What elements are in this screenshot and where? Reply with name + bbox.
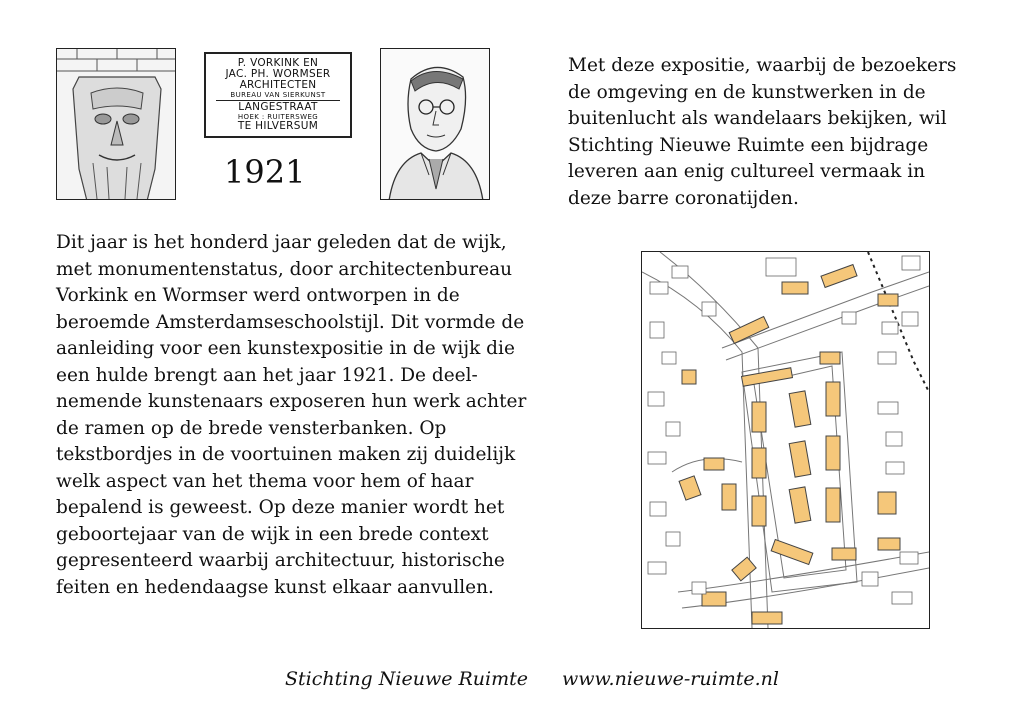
- map-highlighted-building: [826, 382, 840, 416]
- map-highlighted-building: [826, 436, 840, 470]
- body-line: welk aspect van het thema voor hem of haar: [56, 470, 474, 492]
- plaque-line-5: LANGESTRAAT: [238, 101, 318, 113]
- map-building: [650, 502, 666, 516]
- intro-line: Met deze expositie, waarbij de bezoekers: [568, 55, 957, 76]
- architect-portrait: [380, 48, 490, 200]
- map-building: [650, 322, 664, 338]
- map-highlighted-building: [832, 548, 856, 560]
- map-building: [666, 422, 680, 436]
- portrait-drawing: [381, 49, 490, 200]
- plaque-line-3: ARCHITECTEN: [239, 79, 317, 91]
- map-building: [882, 322, 898, 334]
- map-building: [862, 572, 878, 586]
- intro-paragraph: [568, 53, 956, 212]
- map-building: [666, 532, 680, 546]
- footer-organization: Stichting Nieuwe Ruimte: [285, 668, 529, 690]
- map-highlighted-building: [752, 496, 766, 526]
- map-highlighted-building: [878, 538, 900, 550]
- map-building: [648, 562, 666, 574]
- map-highlighted-building: [789, 391, 811, 427]
- body-paragraph: [56, 230, 526, 601]
- map-building: [662, 352, 676, 364]
- map-highlighted-building: [789, 441, 811, 477]
- map-building: [886, 462, 904, 474]
- intro-line: de omgeving en de kunstwerken in de: [568, 81, 926, 103]
- sculpture-drawing: [57, 49, 176, 200]
- map-building: [886, 432, 902, 446]
- map-building: [902, 256, 920, 270]
- map-building: [878, 352, 896, 364]
- map-highlighted-building: [752, 612, 782, 624]
- body-line: tekstbordjes in de voortuinen maken zij duidelijk: [56, 444, 516, 465]
- plaque-line-1: P. VORKINK EN: [237, 57, 319, 69]
- body-line: geboortejaar van de wijk in een brede context: [56, 523, 489, 545]
- intro-line: leveren aan enig cultureel vermaak in: [568, 161, 926, 182]
- map-highlighted-building: [752, 402, 766, 432]
- map-highlighted-building: [782, 282, 808, 294]
- neighborhood-map: [641, 251, 930, 629]
- intro-line: deze barre coronatijden.: [568, 187, 799, 209]
- map-highlighted-building: [789, 487, 811, 523]
- map-drawing: [642, 252, 929, 628]
- body-line: gepresenteerd waarbij architectuur, historische: [56, 550, 505, 571]
- map-highlighted-building: [722, 484, 736, 510]
- body-line: Vorkink en Wormser werd ontworpen in de: [56, 285, 460, 306]
- map-highlighted-building: [729, 317, 769, 344]
- map-highlighted-building: [821, 265, 857, 288]
- map-highlighted-building: [826, 488, 840, 522]
- plaque-line-4: BUREAU VAN SIERKUNST: [230, 91, 326, 99]
- map-highlighted-building: [732, 557, 756, 581]
- architect-plaque: [204, 52, 352, 138]
- body-line: een hulde brengt aan het jaar 1921. De deel-: [56, 364, 478, 386]
- map-building: [692, 582, 706, 594]
- map-building: [702, 302, 716, 316]
- map-building: [878, 402, 898, 414]
- map-building: [766, 258, 796, 276]
- body-line: Dit jaar is het honderd jaar geleden dat de wijk,: [56, 232, 507, 253]
- map-building: [672, 266, 688, 278]
- intro-line: Stichting Nieuwe Ruimte een bijdrage: [568, 134, 929, 156]
- body-line: met monumentenstatus, door architectenbureau: [56, 258, 513, 280]
- map-highlighted-building: [752, 448, 766, 478]
- map-highlighted-building: [820, 352, 840, 364]
- plaque-line-7: TE HILVERSUM: [237, 120, 319, 132]
- map-building: [648, 452, 666, 464]
- map-highlighted-building: [682, 370, 696, 384]
- body-line: de ramen op de brede vensterbanken. Op: [56, 417, 447, 439]
- map-building: [900, 552, 918, 564]
- plaque-line-2: JAC. PH. WORMSER: [225, 68, 331, 80]
- body-line: aanleiding voor een kunstexpositie in de wijk die: [56, 338, 515, 359]
- map-highlighted-building: [878, 492, 896, 514]
- map-highlighted-building: [878, 294, 898, 306]
- body-line: bepalend is geweest. Op deze manier wordt het: [56, 497, 505, 518]
- body-line: nemende kunstenaars exposeren hun werk achter: [56, 391, 527, 412]
- sculpture-photo: [56, 48, 176, 200]
- map-building: [902, 312, 918, 326]
- map-highlighted-building: [771, 540, 813, 565]
- map-highlighted-building: [704, 458, 724, 470]
- footer-website[interactable]: www.nieuwe-ruimte.nl: [562, 668, 779, 690]
- map-building: [648, 392, 664, 406]
- map-highlighted-building: [679, 476, 701, 500]
- plaque-line-6: HOEK : RUITERSWEG: [237, 113, 319, 121]
- map-building: [892, 592, 912, 604]
- map-building: [842, 312, 856, 324]
- year-label: 1921: [224, 153, 306, 191]
- body-line: feiten en hedendaagse kunst elkaar aanvullen.: [56, 576, 494, 598]
- intro-line: buitenlucht als wandelaars bekijken, wil: [568, 108, 947, 129]
- body-line: beroemde Amsterdamseschoolstijl. Dit vormde de: [56, 311, 525, 333]
- map-building: [650, 282, 668, 294]
